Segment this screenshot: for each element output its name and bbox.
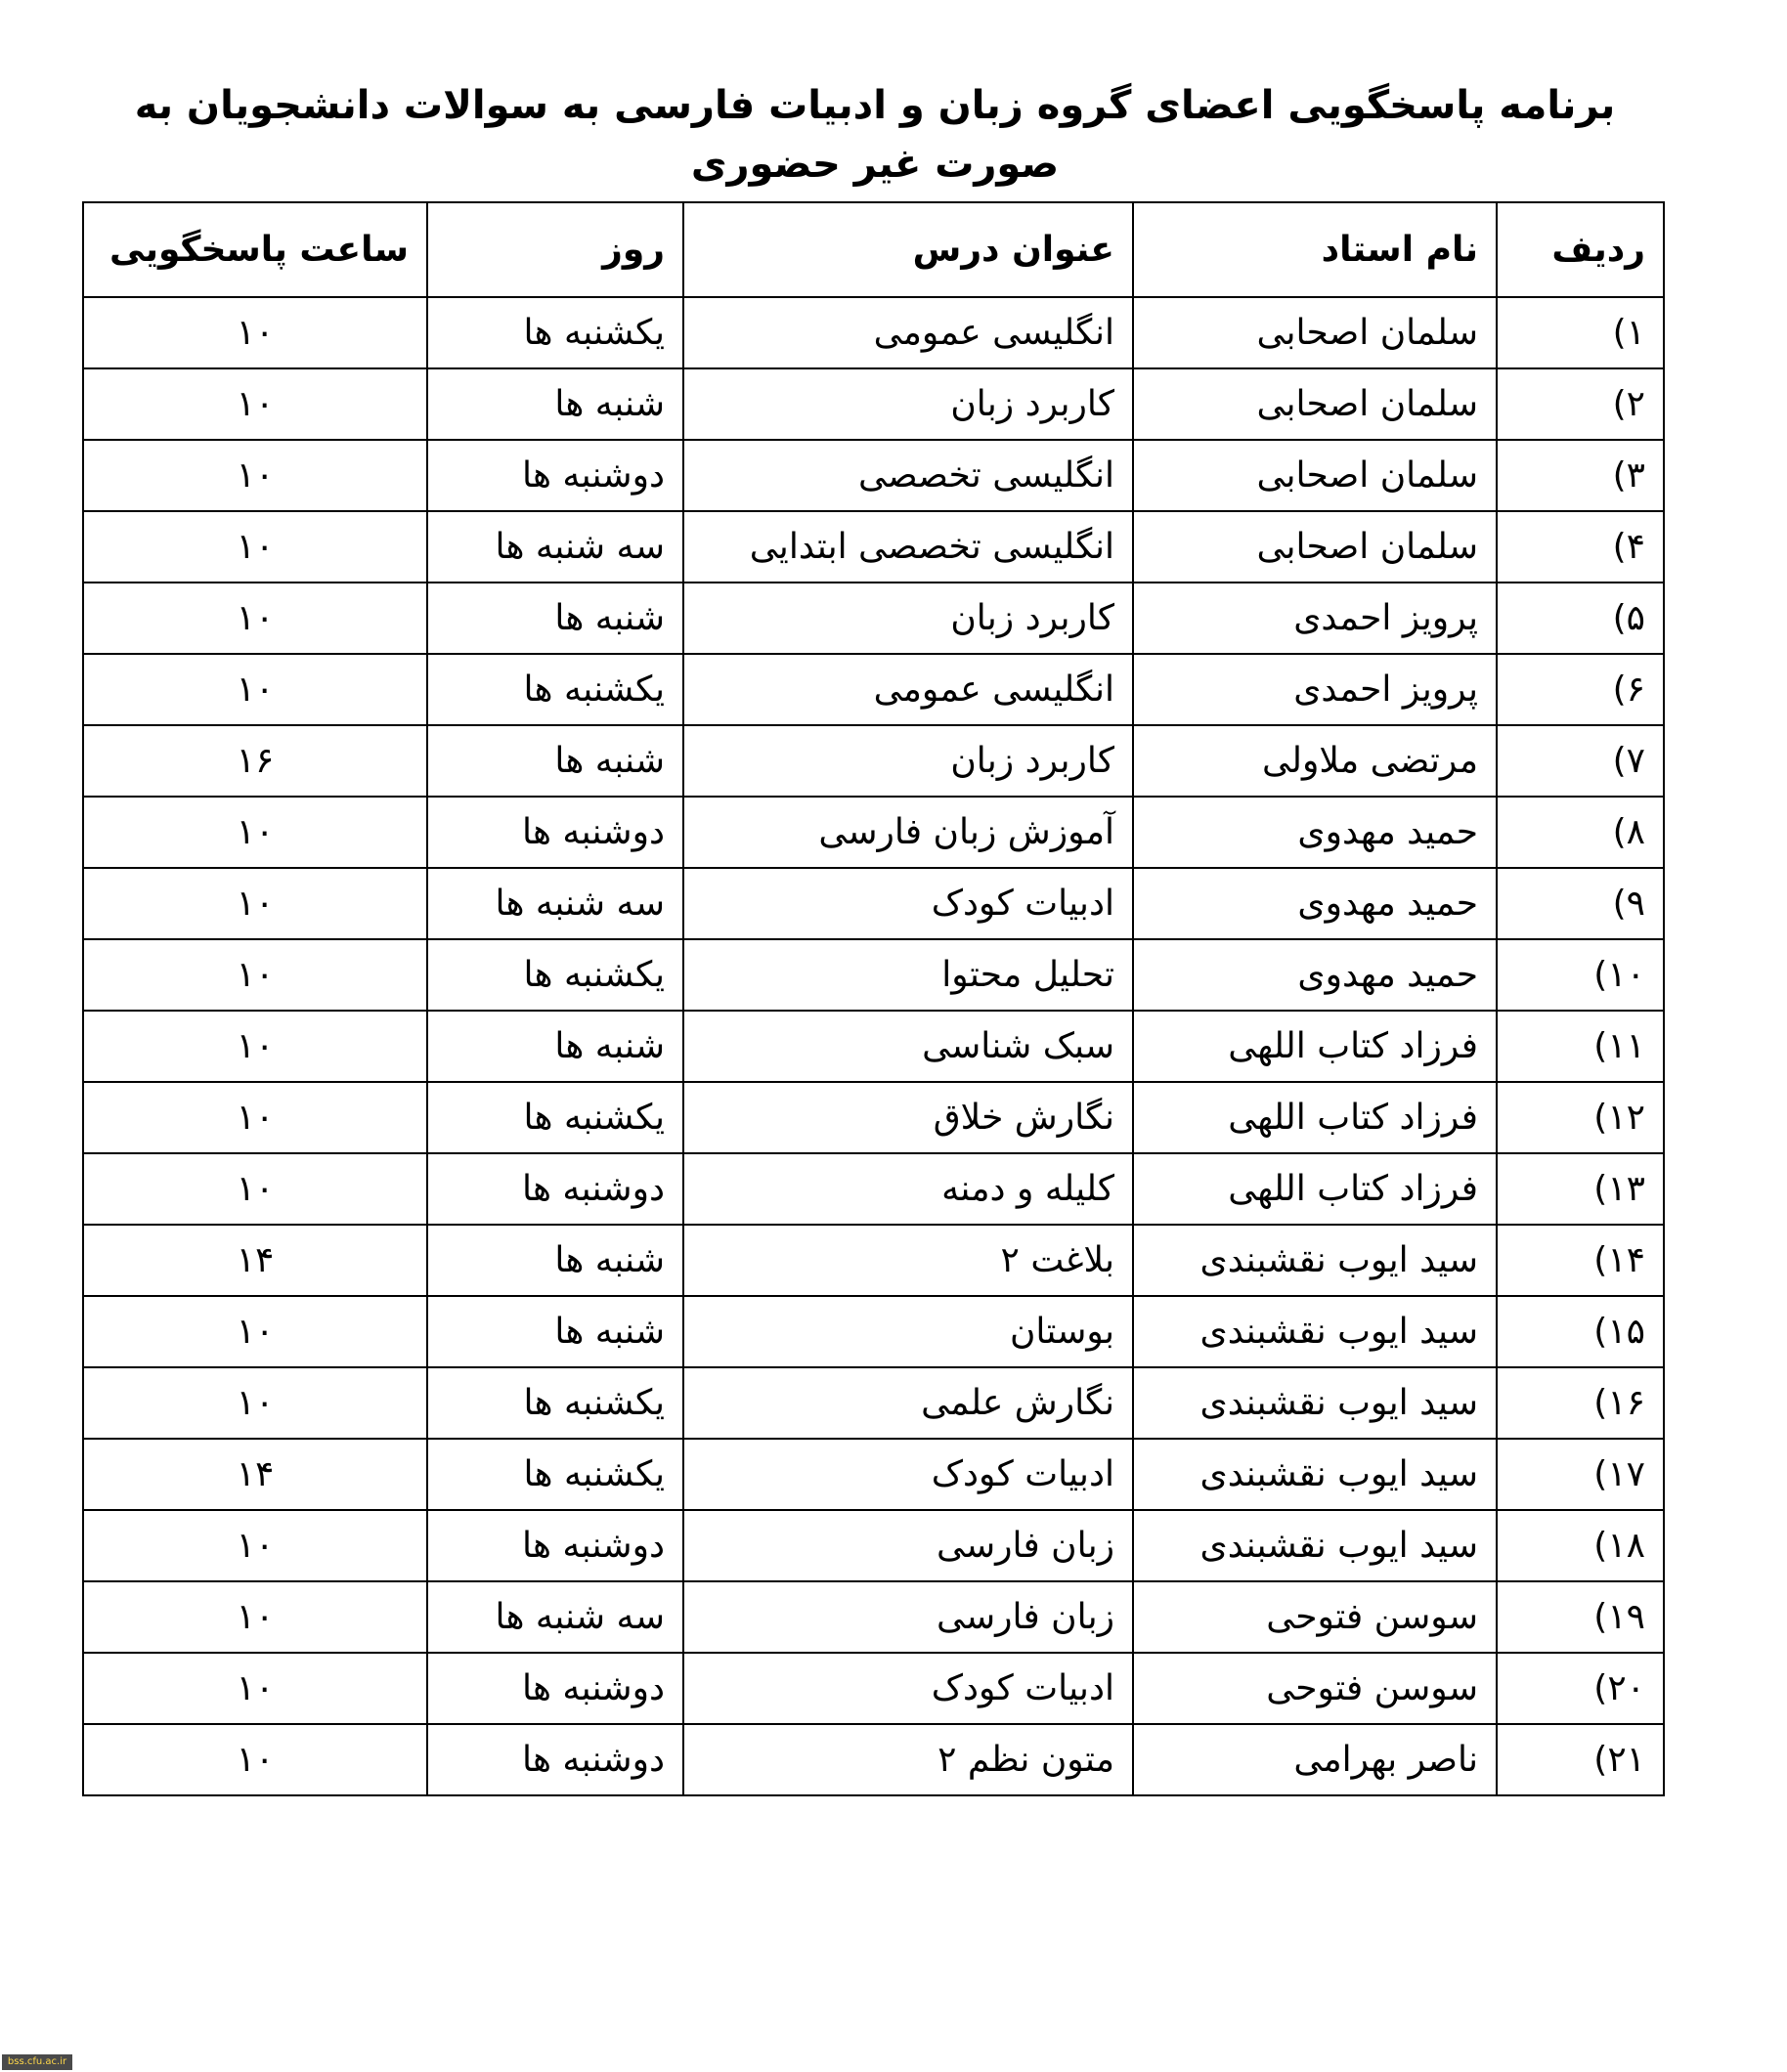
cell-index: ۲)	[1497, 368, 1664, 440]
cell-hour: ۱۰	[83, 868, 427, 939]
cell-hour: ۱۰	[83, 1653, 427, 1724]
cell-day: شنبه ها	[427, 1011, 683, 1082]
cell-day: یکشنبه ها	[427, 939, 683, 1011]
cell-course: تحلیل محتوا	[683, 939, 1133, 1011]
cell-day: شنبه ها	[427, 368, 683, 440]
cell-teacher: حمید مهدوی	[1133, 868, 1497, 939]
table-row	[83, 725, 1664, 797]
cell-day: دوشنبه ها	[427, 1724, 683, 1795]
cell-hour: ۱۰	[83, 1153, 427, 1225]
cell-day: سه شنبه ها	[427, 868, 683, 939]
cell-teacher: مرتضی ملاولی	[1133, 725, 1497, 797]
cell-hour: ۱۴	[83, 1225, 427, 1296]
cell-day: یکشنبه ها	[427, 297, 683, 368]
cell-teacher: سید ایوب نقشبندی	[1133, 1296, 1497, 1367]
site-badge: bss.cfu.ac.ir	[2, 2054, 72, 2070]
cell-teacher: سید ایوب نقشبندی	[1133, 1225, 1497, 1296]
cell-course: نگارش خلاق	[683, 1082, 1133, 1153]
cell-day: شنبه ها	[427, 1225, 683, 1296]
table-row	[83, 797, 1664, 868]
cell-course: نگارش علمی	[683, 1367, 1133, 1439]
cell-index: ۱۶)	[1497, 1367, 1664, 1439]
header-course: عنوان درس	[683, 202, 1133, 297]
cell-teacher: فرزاد کتاب اللهی	[1133, 1011, 1497, 1082]
cell-course: انگلیسی عمومی	[683, 654, 1133, 725]
cell-teacher: سید ایوب نقشبندی	[1133, 1367, 1497, 1439]
cell-day: شنبه ها	[427, 583, 683, 654]
cell-day: شنبه ها	[427, 725, 683, 797]
cell-hour: ۱۰	[83, 1011, 427, 1082]
table-header-row	[83, 202, 1664, 297]
cell-course: کلیله و دمنه	[683, 1153, 1133, 1225]
cell-teacher: سید ایوب نقشبندی	[1133, 1439, 1497, 1510]
cell-course: زبان فارسی	[683, 1510, 1133, 1581]
table-row	[83, 1724, 1664, 1795]
cell-course: کاربرد زبان	[683, 725, 1133, 797]
table-row	[83, 1011, 1664, 1082]
table-row	[83, 1367, 1664, 1439]
table-row	[83, 511, 1664, 583]
cell-course: ادبیات کودک	[683, 868, 1133, 939]
table-row	[83, 1225, 1664, 1296]
cell-course: انگلیسی تخصصی ابتدایی	[683, 511, 1133, 583]
cell-index: ۳)	[1497, 440, 1664, 511]
cell-teacher: فرزاد کتاب اللهی	[1133, 1153, 1497, 1225]
cell-hour: ۱۰	[83, 297, 427, 368]
table-body	[83, 297, 1664, 1795]
cell-index: ۱۲)	[1497, 1082, 1664, 1153]
cell-teacher: حمید مهدوی	[1133, 797, 1497, 868]
cell-hour: ۱۶	[83, 725, 427, 797]
header-hour: ساعت پاسخگویی	[83, 202, 427, 297]
cell-hour: ۱۰	[83, 583, 427, 654]
cell-course: ادبیات کودک	[683, 1439, 1133, 1510]
cell-day: دوشنبه ها	[427, 1653, 683, 1724]
cell-index: ۱۳)	[1497, 1153, 1664, 1225]
cell-index: ۹)	[1497, 868, 1664, 939]
cell-index: ۱)	[1497, 297, 1664, 368]
table-row	[83, 440, 1664, 511]
cell-index: ۶)	[1497, 654, 1664, 725]
cell-hour: ۱۰	[83, 1510, 427, 1581]
cell-day: دوشنبه ها	[427, 440, 683, 511]
cell-index: ۴)	[1497, 511, 1664, 583]
cell-day: دوشنبه ها	[427, 1153, 683, 1225]
cell-course: انگلیسی عمومی	[683, 297, 1133, 368]
cell-day: یکشنبه ها	[427, 654, 683, 725]
cell-course: انگلیسی تخصصی	[683, 440, 1133, 511]
table-row	[83, 868, 1664, 939]
cell-day: دوشنبه ها	[427, 797, 683, 868]
table-row	[83, 1082, 1664, 1153]
cell-index: ۷)	[1497, 725, 1664, 797]
table-row	[83, 1439, 1664, 1510]
header-index: ردیف	[1497, 202, 1664, 297]
cell-hour: ۱۰	[83, 1724, 427, 1795]
cell-index: ۲۱)	[1497, 1724, 1664, 1795]
table-row	[83, 368, 1664, 440]
cell-hour: ۱۰	[83, 511, 427, 583]
table-row	[83, 583, 1664, 654]
cell-day: شنبه ها	[427, 1296, 683, 1367]
cell-teacher: حمید مهدوی	[1133, 939, 1497, 1011]
cell-teacher: سید ایوب نقشبندی	[1133, 1510, 1497, 1581]
cell-day: دوشنبه ها	[427, 1510, 683, 1581]
cell-hour: ۱۰	[83, 1082, 427, 1153]
cell-teacher: سوسن فتوحی	[1133, 1653, 1497, 1724]
table-row	[83, 1653, 1664, 1724]
cell-course: بوستان	[683, 1296, 1133, 1367]
cell-teacher: سلمان اصحابی	[1133, 368, 1497, 440]
cell-index: ۱۰)	[1497, 939, 1664, 1011]
cell-day: یکشنبه ها	[427, 1082, 683, 1153]
cell-teacher: پرویز احمدی	[1133, 583, 1497, 654]
cell-teacher: سوسن فتوحی	[1133, 1581, 1497, 1653]
cell-teacher: ناصر بهرامی	[1133, 1724, 1497, 1795]
cell-index: ۱۷)	[1497, 1439, 1664, 1510]
cell-teacher: سلمان اصحابی	[1133, 297, 1497, 368]
table-row	[83, 1510, 1664, 1581]
header-teacher: نام استاد	[1133, 202, 1497, 297]
cell-hour: ۱۰	[83, 1367, 427, 1439]
table-row	[83, 654, 1664, 725]
cell-day: یکشنبه ها	[427, 1439, 683, 1510]
cell-day: سه شنبه ها	[427, 511, 683, 583]
cell-course: آموزش زبان فارسی	[683, 797, 1133, 868]
cell-hour: ۱۰	[83, 797, 427, 868]
cell-index: ۱۵)	[1497, 1296, 1664, 1367]
table-row	[83, 297, 1664, 368]
cell-index: ۱۸)	[1497, 1510, 1664, 1581]
cell-index: ۸)	[1497, 797, 1664, 868]
cell-day: یکشنبه ها	[427, 1367, 683, 1439]
cell-hour: ۱۴	[83, 1439, 427, 1510]
cell-hour: ۱۰	[83, 440, 427, 511]
cell-teacher: سلمان اصحابی	[1133, 511, 1497, 583]
header-day: روز	[427, 202, 683, 297]
cell-teacher: سلمان اصحابی	[1133, 440, 1497, 511]
table-row	[83, 1581, 1664, 1653]
cell-teacher: فرزاد کتاب اللهی	[1133, 1082, 1497, 1153]
table-row	[83, 1296, 1664, 1367]
cell-course: بلاغت ۲	[683, 1225, 1133, 1296]
cell-index: ۱۴)	[1497, 1225, 1664, 1296]
cell-hour: ۱۰	[83, 1296, 427, 1367]
cell-index: ۵)	[1497, 583, 1664, 654]
cell-index: ۱۹)	[1497, 1581, 1664, 1653]
cell-hour: ۱۰	[83, 368, 427, 440]
cell-teacher: پرویز احمدی	[1133, 654, 1497, 725]
cell-index: ۲۰)	[1497, 1653, 1664, 1724]
cell-course: کاربرد زبان	[683, 368, 1133, 440]
table-row	[83, 1153, 1664, 1225]
cell-course: زبان فارسی	[683, 1581, 1133, 1653]
cell-hour: ۱۰	[83, 654, 427, 725]
cell-hour: ۱۰	[83, 939, 427, 1011]
cell-hour: ۱۰	[83, 1581, 427, 1653]
table-row	[83, 939, 1664, 1011]
cell-day: سه شنبه ها	[427, 1581, 683, 1653]
cell-course: متون نظم ۲	[683, 1724, 1133, 1795]
cell-course: سبک شناسی	[683, 1011, 1133, 1082]
page-title: برنامه پاسخگویی اعضای گروه زبان و ادبیات فارسی به سوالات دانشجویان به صورت غیر حضوری	[134, 83, 1616, 187]
cell-course: کاربرد زبان	[683, 583, 1133, 654]
schedule-table	[82, 201, 1665, 1796]
cell-index: ۱۱)	[1497, 1011, 1664, 1082]
cell-course: ادبیات کودک	[683, 1653, 1133, 1724]
